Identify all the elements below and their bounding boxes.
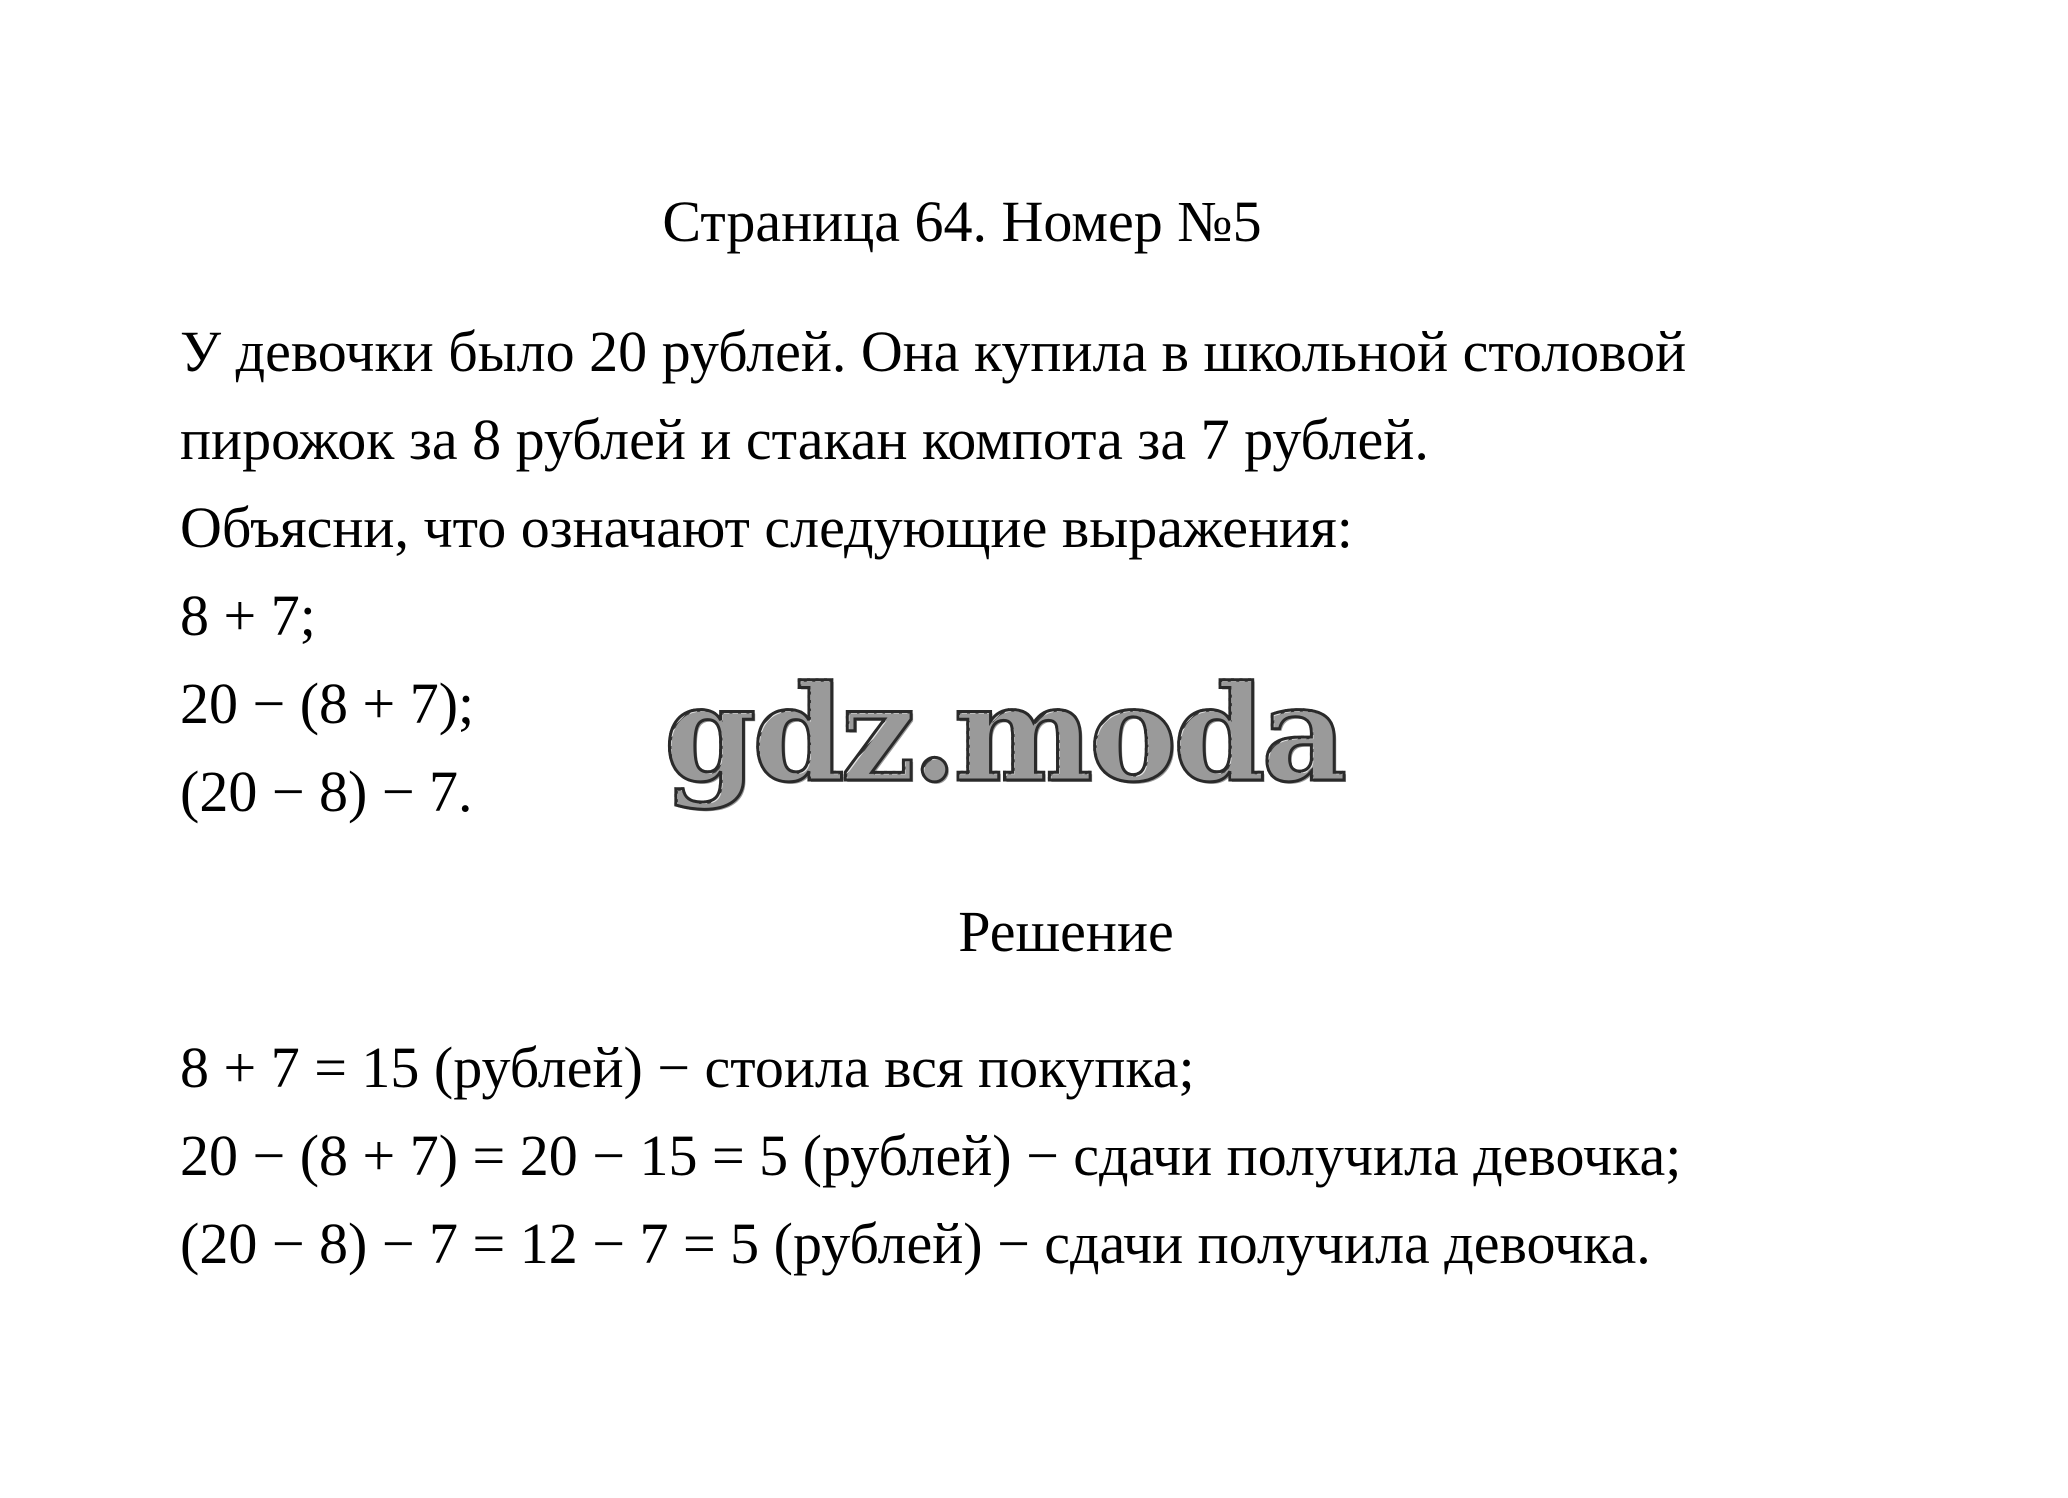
- expression-line: 8 + 7;: [180, 583, 316, 648]
- solution-line: 20 − (8 + 7) = 20 − 15 = 5 (рублей) − сдачи получила девочка;: [180, 1123, 1682, 1188]
- expression-line: 20 − (8 + 7);: [180, 671, 475, 736]
- watermark-logo: gdz.moda: [664, 657, 1344, 812]
- problem-line: пирожок за 8 рублей и стакан компота за 7 рублей.: [180, 407, 1429, 472]
- solution-body: [180, 1024, 1681, 1288]
- solution-heading-text: Решение: [958, 899, 1174, 964]
- problem-line: У девочки было 20 рублей. Она купила в школьной столовой: [180, 319, 1687, 384]
- expression-line: (20 − 8) − 7.: [180, 759, 473, 824]
- solution-line: 8 + 7 = 15 (рублей) − стоила вся покупка;: [180, 1035, 1195, 1100]
- solution-heading: [0, 896, 2068, 968]
- page-title: [0, 186, 2068, 258]
- solution-line: (20 − 8) − 7 = 12 − 7 = 5 (рублей) − сдачи получила девочка.: [180, 1211, 1651, 1276]
- problem-line: Объясни, что означают следующие выражения:: [180, 495, 1353, 560]
- page-title-text: Страница 64. Номер №5: [662, 189, 1262, 254]
